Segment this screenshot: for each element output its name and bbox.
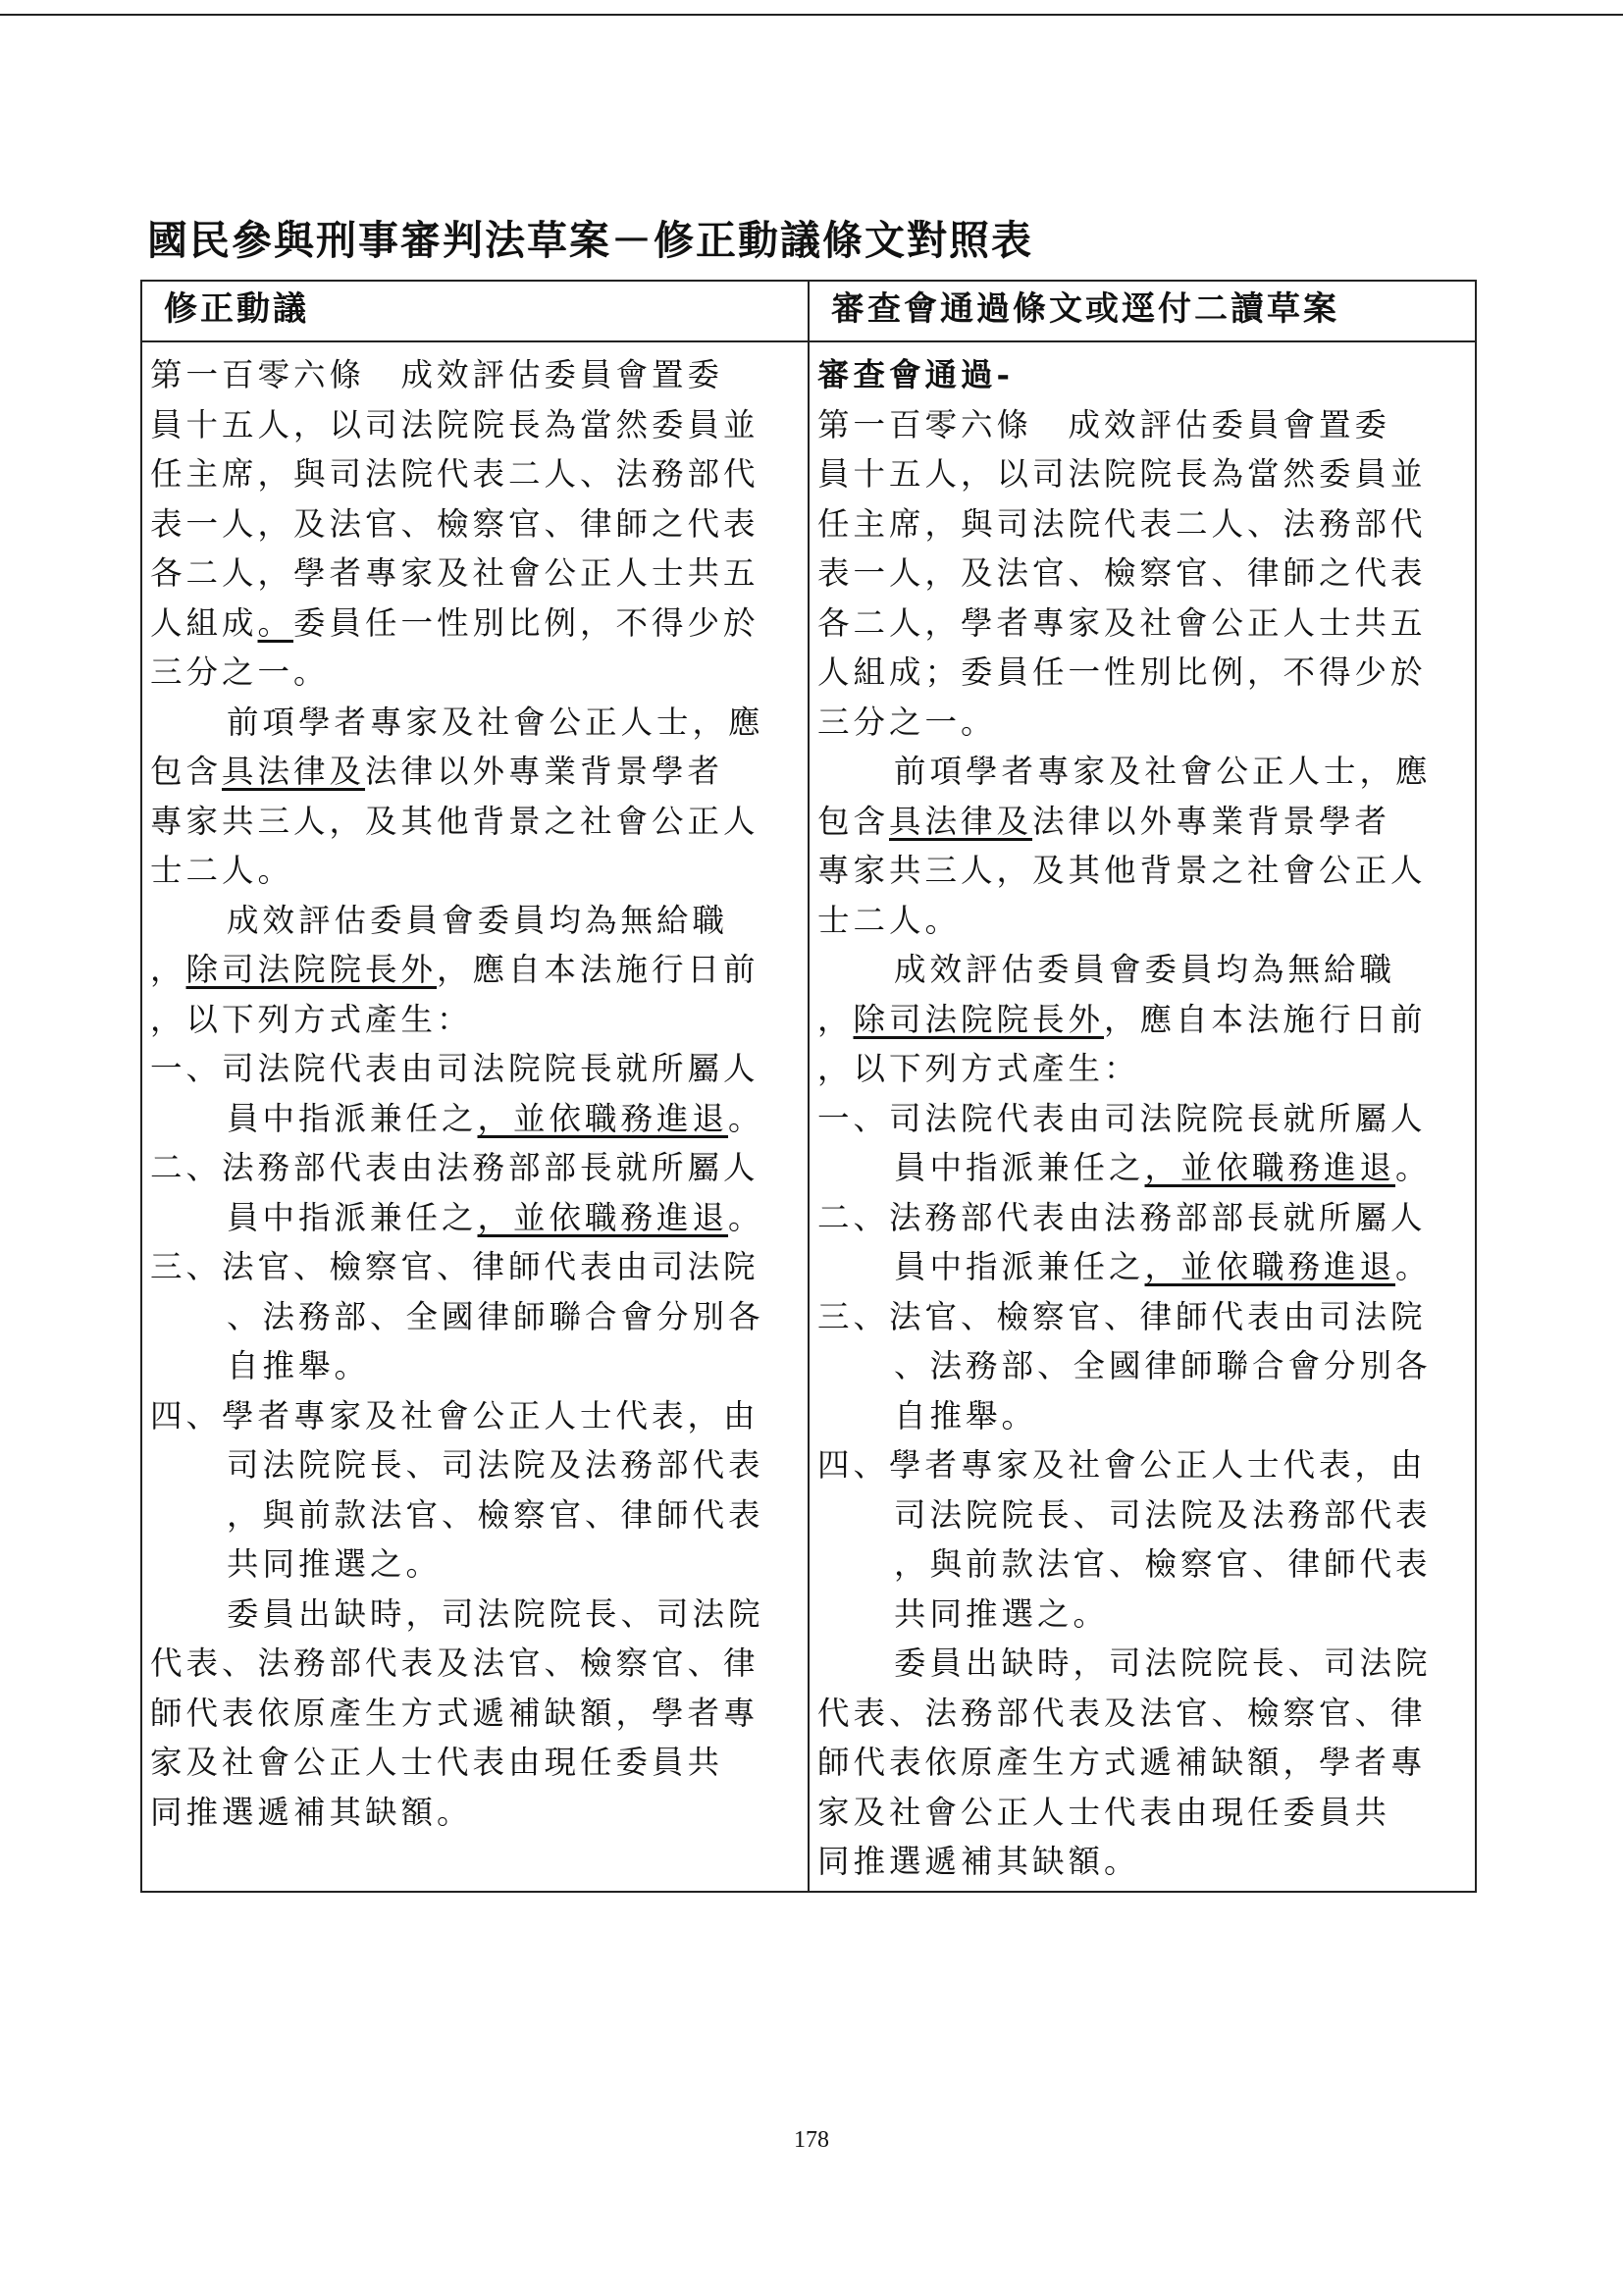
text-line xyxy=(817,1143,1465,1193)
amended-text: 除司法院院長外 xyxy=(185,951,438,988)
text-line: 表一人，及法官、檢察官、律師之代表 xyxy=(817,554,1427,592)
text-line: 共同推選之。 xyxy=(227,1545,443,1583)
committee-text xyxy=(810,342,1475,1891)
text-line: 任主席，與司法院代表二人、法務部代 xyxy=(817,504,1427,543)
amended-text: ，並依職務進退 xyxy=(477,1198,729,1236)
text-run: 。 xyxy=(1395,1149,1432,1186)
amended-text: ，並依職務進退 xyxy=(477,1099,729,1137)
text-line: 員十五人，以司法院院長為當然委員並 xyxy=(817,455,1427,493)
amended-text: 具法律及 xyxy=(889,802,1033,840)
text-run: ， xyxy=(150,951,186,988)
text-line: 專家共三人，及其他背景之社會公正人 xyxy=(817,852,1427,889)
text-line: 同推選遞補其缺額。 xyxy=(150,1793,473,1831)
text-line: 各二人，學者專家及社會公正人士共五 xyxy=(150,554,759,592)
text-line: 自推舉。 xyxy=(227,1347,371,1384)
text-line: 司法院院長、司法院及法務部代表 xyxy=(894,1495,1432,1534)
document-title: 國民參與刑事審判法草案－修正動議條文對照表 xyxy=(147,217,1033,264)
text-line: 士二人。 xyxy=(817,901,962,939)
list-item-4: 四、學者專家及社會公正人士代表，由 xyxy=(150,1396,759,1435)
list-item-2: 二、法務部代表由法務部部長就所屬人 xyxy=(150,1149,759,1186)
text-line: 司法院院長、司法院及法務部代表 xyxy=(227,1446,764,1484)
text-line: ，與前款法官、檢察官、律師代表 xyxy=(894,1545,1432,1583)
text-line xyxy=(150,747,798,797)
amended-text: 具法律及 xyxy=(222,753,366,790)
header-committee-text: 審查會通過條文或逕付二讀草案 xyxy=(809,281,1476,341)
text-run: ， xyxy=(817,1000,854,1038)
text-line: 成效評估委員會委員均為無給職 xyxy=(227,901,729,939)
text-run: 。 xyxy=(728,1099,764,1137)
amended-text: 。 xyxy=(257,603,294,642)
text-line xyxy=(817,797,1465,847)
text-line: 師代表依原產生方式遞補缺額，學者專 xyxy=(150,1694,759,1732)
amended-text: 除司法院院長外 xyxy=(853,1000,1105,1038)
text-run: 員中指派兼任之 xyxy=(227,1099,478,1137)
text-run: 包含 xyxy=(150,753,223,790)
text-line xyxy=(817,995,1465,1045)
text-line: 共同推選之。 xyxy=(894,1594,1110,1633)
list-item-3: 三、法官、檢察官、律師代表由司法院 xyxy=(817,1297,1427,1335)
text-run: 員中指派兼任之 xyxy=(894,1248,1145,1285)
text-line: 自推舉。 xyxy=(894,1396,1038,1435)
text-run: 委員任一性別比例，不得少於 xyxy=(293,603,759,642)
text-run: 包含 xyxy=(817,802,890,840)
list-item-1: 一、司法院代表由司法院院長就所屬人 xyxy=(817,1099,1427,1137)
text-run: ，應自本法施行日前 xyxy=(1104,1000,1427,1038)
text-run: 員中指派兼任之 xyxy=(227,1198,478,1236)
text-line: 成效評估委員會委員均為無給職 xyxy=(894,951,1396,988)
text-line: 代表、法務部代表及法官、檢察官、律 xyxy=(817,1694,1427,1732)
text-line: 前項學者專家及社會公正人士，應 xyxy=(227,703,764,741)
text-run: 。 xyxy=(1395,1248,1432,1285)
text-line xyxy=(817,1242,1465,1292)
amended-text: ，並依職務進退 xyxy=(1144,1248,1396,1285)
header-row xyxy=(141,281,1476,341)
text-run: 。 xyxy=(728,1198,764,1236)
text-line: 第一百零六條 成效評估委員會置委 xyxy=(150,356,724,393)
text-run: 員中指派兼任之 xyxy=(894,1149,1145,1186)
amendment-text xyxy=(142,342,808,1840)
status-label: 審查會通過- xyxy=(817,355,1014,393)
text-run: 法律以外專業背景學者 xyxy=(1032,802,1391,840)
text-line: 表一人，及法官、檢察官、律師之代表 xyxy=(150,504,759,543)
amendment-cell xyxy=(141,341,809,1892)
text-line: ，與前款法官、檢察官、律師代表 xyxy=(227,1495,764,1534)
top-rule xyxy=(0,14,1623,16)
text-run: ，應自本法施行日前 xyxy=(437,951,759,988)
text-line: 家及社會公正人士代表由現任委員共 xyxy=(150,1744,724,1781)
text-run: 法律以外專業背景學者 xyxy=(365,753,724,790)
list-item-1: 一、司法院代表由司法院院長就所屬人 xyxy=(150,1050,759,1087)
text-line: ，以下列方式產生： xyxy=(817,1050,1140,1087)
text-line: 士二人。 xyxy=(150,852,294,889)
text-line xyxy=(150,1193,798,1243)
text-line: 人組成；委員任一性別比例，不得少於 xyxy=(817,653,1427,691)
text-line xyxy=(150,1094,798,1144)
text-line: 師代表依原產生方式遞補缺額，學者專 xyxy=(817,1744,1427,1781)
text-line: 家及社會公正人士代表由現任委員共 xyxy=(817,1793,1391,1831)
text-line: 同推選遞補其缺額。 xyxy=(817,1843,1140,1880)
comparison-table xyxy=(140,280,1477,1893)
article-row xyxy=(141,341,1476,1892)
text-line: 第一百零六條 成效評估委員會置委 xyxy=(817,405,1391,444)
page-number: 178 xyxy=(794,2127,829,2153)
committee-cell xyxy=(809,341,1476,1892)
text-line: 各二人，學者專家及社會公正人士共五 xyxy=(817,603,1427,642)
text-line: 專家共三人，及其他背景之社會公正人 xyxy=(150,802,759,840)
text-line xyxy=(150,945,798,995)
list-item-2: 二、法務部代表由法務部部長就所屬人 xyxy=(817,1198,1427,1236)
list-item-3: 三、法官、檢察官、律師代表由司法院 xyxy=(150,1248,759,1285)
text-line: 委員出缺時，司法院院長、司法院 xyxy=(894,1644,1432,1682)
text-line: 三分之一。 xyxy=(150,653,330,691)
text-line: 員十五人，以司法院院長為當然委員並 xyxy=(150,405,759,444)
text-line: 前項學者專家及社會公正人士，應 xyxy=(894,753,1432,790)
text-line: ，以下列方式產生： xyxy=(150,1000,473,1038)
text-line: 、法務部、全國律師聯合會分別各 xyxy=(894,1347,1432,1384)
amended-text: ，並依職務進退 xyxy=(1144,1149,1396,1186)
text-line: 代表、法務部代表及法官、檢察官、律 xyxy=(150,1644,759,1682)
text-line: 三分之一。 xyxy=(817,703,997,741)
text-line: 委員出缺時，司法院院長、司法院 xyxy=(227,1594,764,1633)
text-run: 人組成 xyxy=(150,603,258,642)
text-line: 任主席，與司法院代表二人、法務部代 xyxy=(150,455,759,493)
text-line xyxy=(150,599,798,649)
list-item-4: 四、學者專家及社會公正人士代表，由 xyxy=(817,1446,1427,1484)
header-amendment: 修正動議 xyxy=(141,281,809,341)
text-line: 、法務部、全國律師聯合會分別各 xyxy=(227,1297,764,1335)
